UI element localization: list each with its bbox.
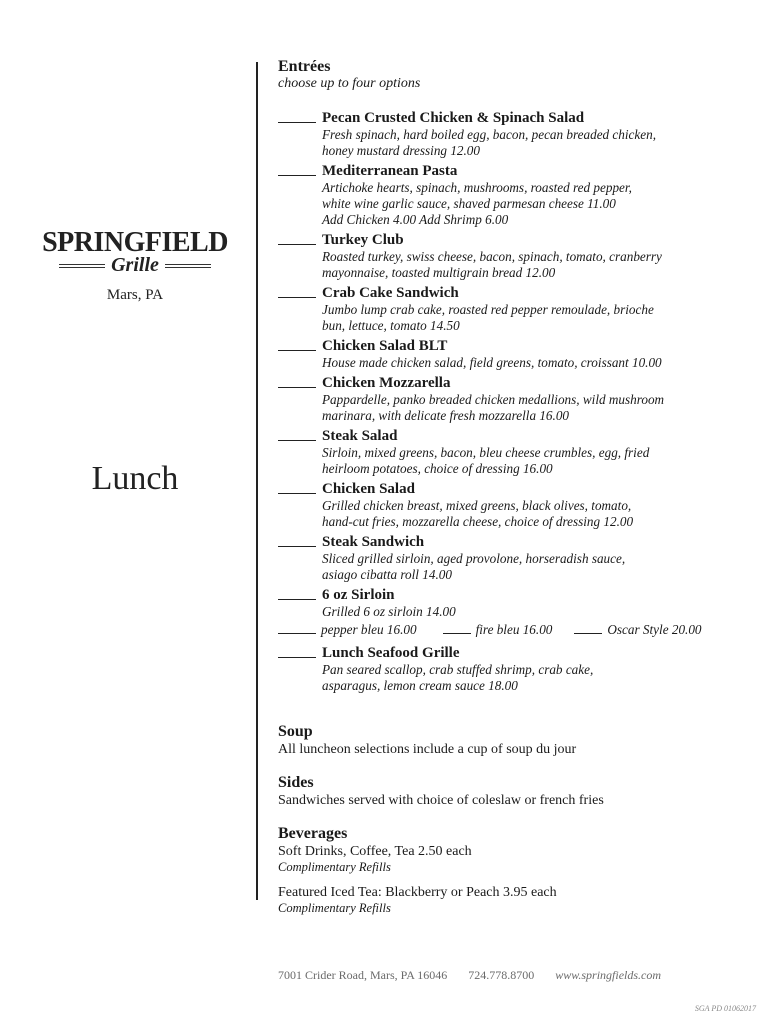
- item-description: Sirloin, mixed greens, bacon, bleu cheese crumbles, egg, fried heirloom potatoes, choice of dressing 16.00: [322, 445, 650, 476]
- item-name: Chicken Salad BLT: [322, 338, 448, 354]
- item-name: Lunch Seafood Grille: [322, 645, 460, 661]
- menu-title: Lunch: [91, 460, 179, 497]
- entrees-subtitle: choose up to four options: [278, 76, 421, 91]
- choice-blank: [278, 657, 316, 658]
- beverage-note: Complimentary Refills: [278, 860, 391, 874]
- item-description: Pan seared scallop, crab stuffed shrimp, crab cake, asparagus, lemon cream sauce 18.00: [322, 662, 594, 693]
- beverage-line: Featured Iced Tea: Blackberry or Peach 3.95 each: [278, 885, 557, 900]
- option-label: fire bleu 16.00: [475, 622, 553, 637]
- item-description: House made chicken salad, field greens, tomato, croissant 10.00: [322, 355, 662, 370]
- choice-blank: [278, 350, 316, 351]
- choice-blank: [278, 297, 316, 298]
- entree-list: [278, 110, 748, 620]
- choice-blank: [278, 175, 316, 176]
- entree-item: [278, 481, 748, 530]
- item-description: Fresh spinach, hard boiled egg, bacon, pecan breaded chicken, honey mustard dressing 12.00: [322, 127, 656, 158]
- logo-sub: Grille: [111, 254, 159, 276]
- beverages-section: [278, 824, 748, 916]
- item-name: Chicken Mozzarella: [322, 375, 451, 391]
- logo: [30, 228, 240, 304]
- entrees-title: Entrées: [278, 58, 331, 75]
- beverage-note: Complimentary Refills: [278, 901, 391, 915]
- sirloin-option: [278, 621, 417, 638]
- item-description: Grilled 6 oz sirloin 14.00: [322, 604, 456, 619]
- sides-section: [278, 773, 748, 809]
- soup-text: All luncheon selections include a cup of soup du jour: [278, 742, 577, 757]
- sirloin-option: [574, 621, 701, 638]
- item-description: Artichoke hearts, spinach, mushrooms, roasted red pepper, white wine garlic sauce, shaved parmesan cheese 11.00 Add Chicken 4.00 Add Shrimp 6.00: [322, 180, 632, 227]
- sides-title: Sides: [278, 774, 314, 791]
- item-description: Jumbo lump crab cake, roasted red pepper remoulade, brioche bun, lettuce, tomato 14.50: [322, 302, 654, 333]
- footer: [278, 968, 679, 983]
- item-name: Mediterranean Pasta: [322, 163, 458, 179]
- beverages-title: Beverages: [278, 825, 348, 842]
- choice-blank: [278, 440, 316, 441]
- entree-item: [278, 587, 748, 620]
- choice-blank: [278, 387, 316, 388]
- item-name: 6 oz Sirloin: [322, 587, 395, 603]
- choice-blank: [278, 493, 316, 494]
- item-name: Steak Salad: [322, 428, 398, 444]
- soup-title: Soup: [278, 723, 313, 740]
- footer-address: 7001 Crider Road, Mars, PA 16046: [278, 968, 448, 982]
- choice-blank: [278, 546, 316, 547]
- sirloin-option: [443, 621, 553, 638]
- entree-item: [278, 428, 748, 477]
- entree-item: [278, 110, 748, 159]
- entree-item: [278, 375, 748, 424]
- entree-item: [278, 645, 748, 694]
- entree-item: [278, 163, 748, 228]
- sides-text: Sandwiches served with choice of coleslaw or french fries: [278, 793, 604, 808]
- item-description: Roasted turkey, swiss cheese, bacon, spinach, tomato, cranberry mayonnaise, toasted multigrain bread 12.00: [322, 249, 662, 280]
- entree-item: [278, 338, 748, 371]
- sirloin-options: [278, 621, 748, 638]
- logo-rule-right: [165, 264, 211, 268]
- menu-content: [278, 58, 748, 916]
- entree-item: [278, 232, 748, 281]
- option-label: Oscar Style 20.00: [607, 622, 702, 637]
- beverage-line: Soft Drinks, Coffee, Tea 2.50 each: [278, 844, 472, 859]
- item-name: Pecan Crusted Chicken & Spinach Salad: [322, 110, 585, 126]
- entree-item: [278, 534, 748, 583]
- choice-blank: [278, 122, 316, 123]
- option-blank: [443, 623, 471, 634]
- choice-blank: [278, 244, 316, 245]
- location: Mars, PA: [106, 287, 164, 303]
- option-blank: [278, 623, 316, 634]
- footer-phone: 724.778.8700: [468, 968, 535, 982]
- soup-section: [278, 722, 748, 758]
- item-name: Chicken Salad: [322, 481, 415, 497]
- logo-name: SPRINGFIELD: [42, 227, 228, 258]
- entrees-section: [278, 58, 748, 92]
- option-blank: [574, 623, 602, 634]
- entree-item: [278, 285, 748, 334]
- item-description: Grilled chicken breast, mixed greens, black olives, tomato, hand-cut fries, mozzarella cheese, choice of dressing 12.00: [322, 498, 634, 529]
- footer-website[interactable]: www.springfields.com: [555, 968, 662, 982]
- item-description: Sliced grilled sirloin, aged provolone, horseradish sauce, asiago cibatta roll 14.00: [322, 551, 626, 582]
- item-name: Turkey Club: [322, 232, 404, 248]
- logo-rule-left: [59, 264, 105, 268]
- item-description: Pappardelle, panko breaded chicken medallions, wild mushroom marinara, with delicate fresh mozzarella 16.00: [322, 392, 665, 423]
- item-name: Crab Cake Sandwich: [322, 285, 459, 301]
- document-code: SGA PD 01062017: [694, 1004, 756, 1013]
- item-name: Steak Sandwich: [322, 534, 425, 550]
- option-label: pepper bleu 16.00: [321, 622, 417, 637]
- choice-blank: [278, 599, 316, 600]
- column-divider: [256, 62, 258, 900]
